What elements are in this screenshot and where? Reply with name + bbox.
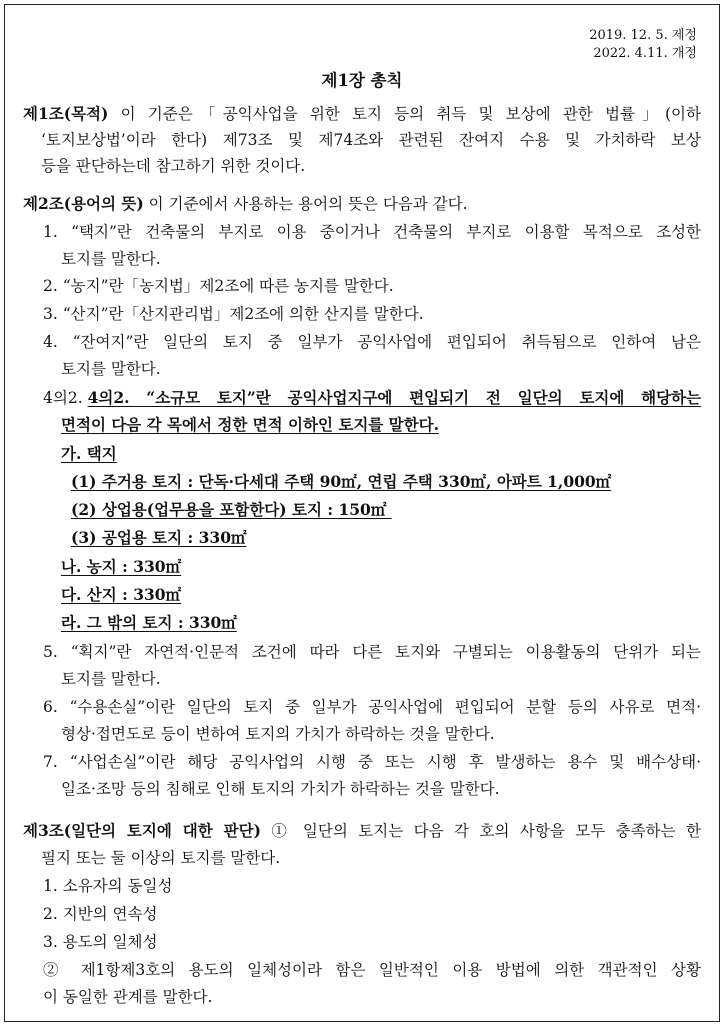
item4-2-text: 4의2. “소규모 토지”란 공익사업지구에 편입되기 전 일단의 토지에 해당하는 xyxy=(87,388,701,407)
item4-2-prefix: 4의2. xyxy=(43,389,88,407)
subitem-da: 다. 산지 : 330㎡ xyxy=(61,585,182,604)
subitem-ga-2: (2) 상업용(업무용을 포함한다) 토지 : 150㎡ xyxy=(71,500,392,519)
article1-line2: ‘토지보상법’이라 한다) 제73조 및 제74조와 관련된 잔여지 수용 및 가치하락 보상 xyxy=(41,131,701,149)
article2-item4-2-line2: 면적이 다음 각 목에서 정한 면적 이하인 토지를 말한다. xyxy=(61,415,439,434)
article2-item3: 3. “산지”란「산지관리법」제2조에 의한 산지를 말한다. xyxy=(43,305,424,323)
chapter-title: 제1장 총칙 xyxy=(321,71,403,90)
article2-item1-line2: 토지를 말한다. xyxy=(61,250,161,268)
revision-dates xyxy=(589,27,697,63)
article2-item7-line1: 7. “사업손실”이란 해당 공익사업의 시행 중 또는 시행 후 발생하는 용수 및 배수상태· xyxy=(43,753,701,771)
article2-item2: 2. “농지”란「농지법」제2조에 따른 농지를 말한다. xyxy=(43,277,394,295)
article1-line1: 제1조(목적) 이 기준은「공익사업을 위한 토지 등의 취득 및 보상에 관한 법률」(이하 xyxy=(23,104,701,123)
article2-intro: 제2조(용어의 뜻) 이 기준에서 사용하는 용어의 뜻은 다음과 같다. xyxy=(23,194,468,213)
article2-item5-line2: 토지를 말한다. xyxy=(61,670,161,688)
article3-item2: 2. 지반의 연속성 xyxy=(43,905,158,923)
article3-para2-line1: ② 제1항제3호의 용도의 일체성이라 함은 일반적인 이용 방법에 의한 객관적인 상황 xyxy=(43,961,701,979)
article1-heading: 제1조(목적) xyxy=(23,104,109,123)
document-page xyxy=(4,4,720,1022)
article3-line2: 필지 또는 둘 이상의 토지를 말한다. xyxy=(41,849,281,867)
article2-item5-line1: 5. “획지”란 자연적·인문적 조건에 따라 다른 토지와 구별되는 이용활동의 단위가 되는 xyxy=(43,643,701,661)
subitem-ga-3: (3) 공업용 토지 : 330㎡ xyxy=(71,528,247,547)
article3-heading: 제3조(일단의 토지에 대한 판단) xyxy=(23,821,261,840)
article2-item4-line2: 토지를 말한다. xyxy=(61,360,161,378)
article3-para2-line2: 이 동일한 관계를 말한다. xyxy=(43,988,213,1006)
article2-item1-line1: 1. “택지”란 건축물의 부지로 이용 중이거나 건축물의 부지로 이용할 목적으로 조성한 xyxy=(43,223,701,241)
article2-heading: 제2조(용어의 뜻) xyxy=(23,194,144,213)
article2-item4-2-line1 xyxy=(43,385,701,411)
subitem-ga: 가. 택지 xyxy=(61,444,117,463)
subitem-ga-1: (1) 주거용 토지 : 단독·다세대 주택 90㎡, 연립 주택 330㎡, 아파트 1,000㎡ xyxy=(71,472,612,491)
article2-item6-line2: 형상·접면도로 등이 변하여 토지의 가치가 하락하는 것을 말한다. xyxy=(61,725,495,743)
enacted-date: 2019. 12. 5. 제정 xyxy=(589,28,697,43)
article2-item4-line1: 4. “잔여지”란 일단의 토지 중 일부가 공익사업에 편입되어 취득됨으로 인하여 남은 xyxy=(43,333,701,351)
article2-item6-line1: 6. “수용손실”이란 일단의 토지 중 일부가 공익사업에 편입되어 분할 등의 사유로 면적· xyxy=(43,698,701,716)
article3-item3: 3. 용도의 일체성 xyxy=(43,933,158,951)
revised-date: 2022. 4.11. 개정 xyxy=(593,46,697,61)
article2-item7-line2: 일조·조망 등의 침해로 인해 토지의 가치가 하락하는 것을 말한다. xyxy=(61,780,500,798)
subitem-ra: 라. 그 밖의 토지 : 330㎡ xyxy=(61,613,237,632)
article1-line3: 등을 판단하는데 참고하기 위한 것이다. xyxy=(41,157,306,175)
article3-item1: 1. 소유자의 동일성 xyxy=(43,877,173,895)
article3-line1: 제3조(일단의 토지에 대한 판단) ① 일단의 토지는 다음 각 호의 사항을 모두 충족하는 한 xyxy=(23,821,701,840)
subitem-na: 나. 농지 : 330㎡ xyxy=(61,557,182,576)
